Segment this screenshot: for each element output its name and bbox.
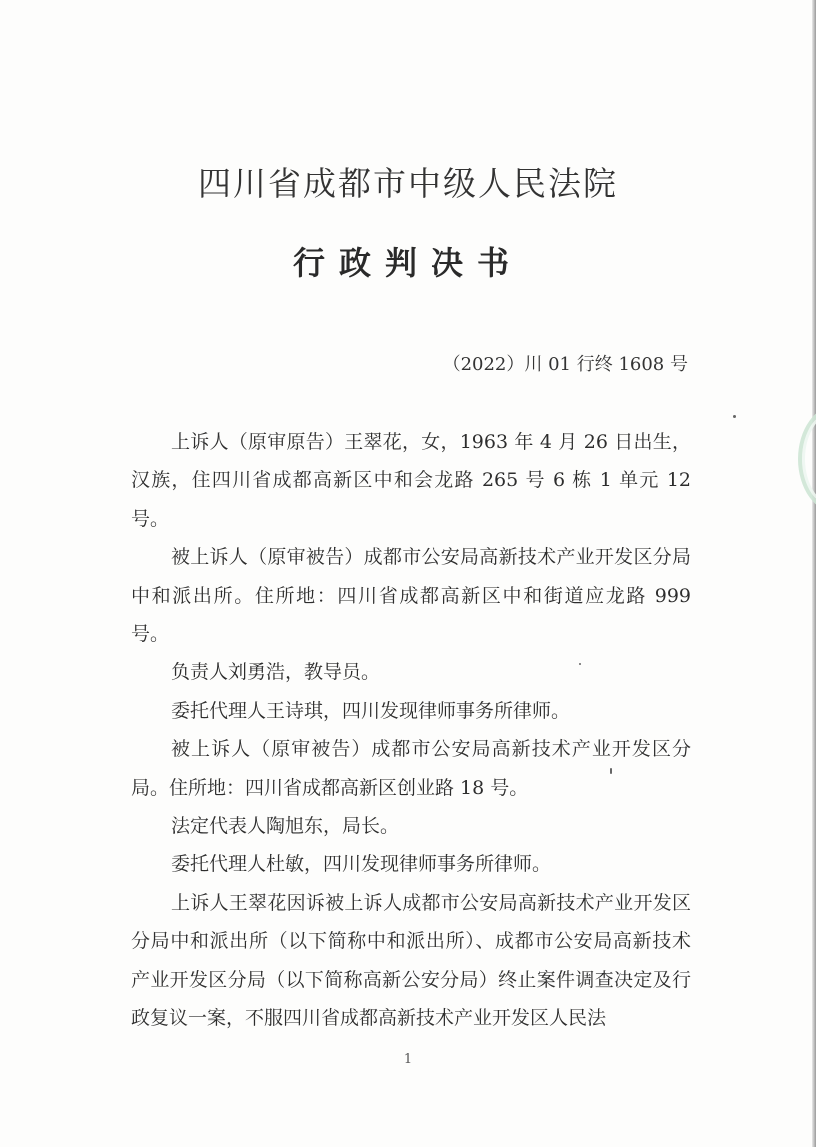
paragraph-responsible-person: 负责人刘勇浩，教导员。 xyxy=(171,661,381,684)
paragraph-legal-representative: 法定代表人陶旭东，局长。 xyxy=(171,815,400,838)
paragraph-appellee-2: 被上诉人（原审被告）成都市公安局高新技术产业开发区分局。住所地：四川省成都高新区创业路 18 号。 xyxy=(131,738,691,799)
document-type-title: 行政判决书 xyxy=(292,244,523,282)
scan-speck xyxy=(733,415,736,418)
court-title: 四川省成都市中级人民法院 xyxy=(198,164,618,203)
page-number: 1 xyxy=(403,1052,413,1067)
paragraph-agent-2: 委托代理人杜敏，四川发现律师事务所律师。 xyxy=(171,853,552,876)
case-number: （2022）川 01 行终 1608 号 xyxy=(442,354,688,375)
scan-speck xyxy=(610,768,612,774)
paragraph-appellant: 上诉人（原审原告）王翠花，女，1963 年 4 月 26 日出生，汉族，住四川省成都高新区中和会龙路 265 号 6 栋 1 单元 12 号。 xyxy=(131,431,691,530)
scan-speck xyxy=(579,663,581,665)
paragraph-case-summary: 上诉人王翠花因诉被上诉人成都市公安局高新技术产业开发区分局中和派出所（以下简称中和派出所）、成都市公安局高新技术产业开发区分局（以下简称高新公安分局）终止案件调查决定及行政复议一案，不服四川省成都高新技术产业开发区人民法 xyxy=(131,891,691,1030)
paragraph-appellee-1: 被上诉人（原审被告）成都市公安局高新技术产业开发区分局中和派出所。住所地：四川省成都高新区中和街道应龙路 999 号。 xyxy=(131,546,691,646)
paragraph-agent-1: 委托代理人王诗琪，四川发现律师事务所律师。 xyxy=(171,699,571,722)
judgment-body xyxy=(131,423,691,1038)
seal-stamp-partial xyxy=(798,405,816,513)
